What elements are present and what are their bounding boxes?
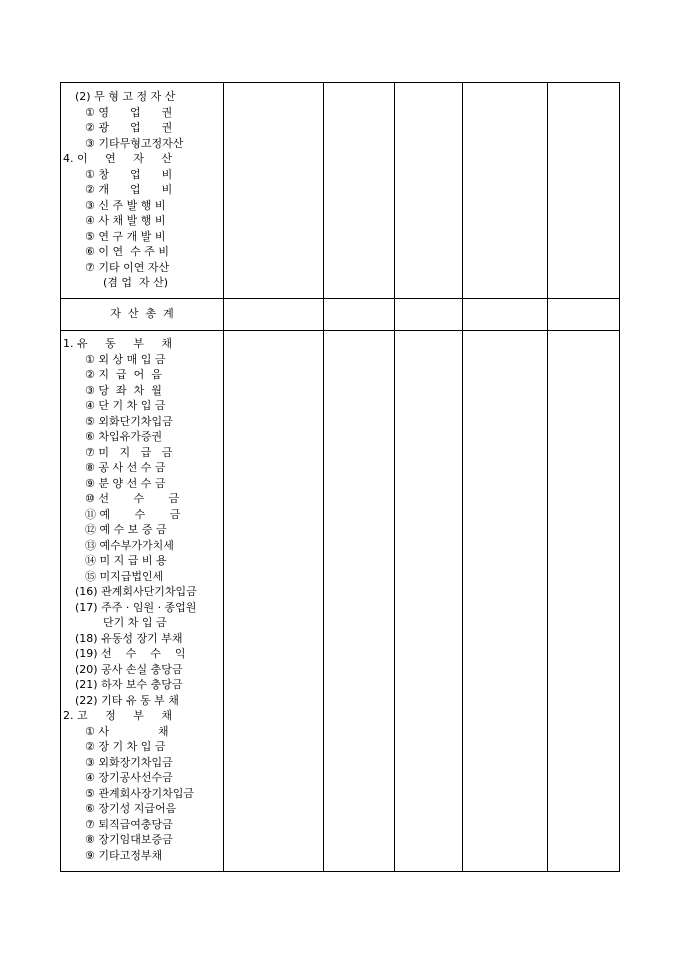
list-item: ① 영 업 권	[85, 105, 173, 119]
list-item: ⑭ 미 지 급 비 용	[85, 554, 167, 567]
liability-items-block	[61, 336, 223, 863]
list-item: ③ 당 좌 차 월	[85, 383, 162, 397]
list-item: ⑤ 외화단기차입금	[85, 414, 173, 428]
list-item: ⑦ 미 지 급 금	[85, 445, 173, 459]
balance-sheet-table	[60, 82, 620, 872]
list-item: ① 외 상 매 입 금	[85, 352, 166, 366]
column-divider	[394, 83, 395, 871]
list-item: ② 광 업 권	[85, 121, 173, 134]
current-liabilities-header: 1. 유 동 부 채	[63, 337, 172, 350]
list-item: ⑩ 선 수 금	[85, 492, 180, 505]
list-item: ⑪ 예 수 금	[85, 507, 181, 521]
list-item: (18) 유동성 장기 부채	[75, 631, 183, 645]
list-item: ⑦ 기타 이연 자산	[85, 260, 170, 274]
list-item: 단기 차 입 금	[103, 616, 167, 629]
list-item: ① 창 업 비	[85, 167, 173, 181]
list-item: ⑧ 공 사 선 수 금	[85, 461, 166, 474]
list-item: ⑮ 미지급법인세	[85, 569, 164, 583]
list-item: ④ 사 채 발 행 비	[85, 214, 166, 227]
list-item: ③ 기타무형고정자산	[85, 136, 184, 150]
list-item: ⑥ 이 연 수 주 비	[85, 245, 169, 258]
row-divider	[61, 330, 619, 331]
list-item: ② 개 업 비	[85, 183, 173, 196]
list-item: ⑥ 장기성 지급어음	[85, 802, 177, 815]
list-item: (19) 선 수 수 익	[75, 647, 186, 660]
column-divider	[323, 83, 324, 871]
list-item: ⑫ 예 수 보 증 금	[85, 523, 167, 536]
intangible-assets-header: (2) 무 형 고 정 자 산	[75, 90, 176, 103]
concurrent-business-assets-label: (겸 업 자 산)	[103, 276, 169, 289]
column-divider	[547, 83, 548, 871]
list-item: (21) 하자 보수 충당금	[75, 678, 183, 691]
list-item: ⑥ 차입유가증권	[85, 430, 163, 443]
column-divider	[223, 83, 224, 871]
asset-items-block	[61, 89, 223, 291]
fixed-liabilities-header: 2. 고 정 부 채	[63, 709, 172, 722]
list-item: ② 지 급 어 음	[85, 368, 162, 381]
list-item: ⑧ 장기임대보증금	[85, 833, 173, 846]
list-item: ⑤ 관계회사장기차입금	[85, 786, 194, 800]
list-item: ② 장 기 차 입 금	[85, 740, 166, 753]
list-item: ① 사 채	[85, 724, 169, 738]
list-item: (22) 기타 유 동 부 채	[75, 693, 179, 707]
column-divider	[462, 83, 463, 871]
list-item: ④ 단 기 차 입 금	[85, 399, 166, 412]
list-item: ⑦ 퇴직급여충당금	[85, 817, 173, 831]
total-assets-label: 자 산 총 계	[110, 307, 174, 320]
list-item: ⑨ 분 양 선 수 금	[85, 476, 166, 490]
list-item: (20) 공사 손실 충당금	[75, 662, 183, 676]
list-item: ⑤ 연 구 개 발 비	[85, 229, 166, 243]
list-item: (16) 관계회사단기차입금	[75, 585, 197, 598]
list-item: ③ 외화장기차입금	[85, 755, 173, 769]
list-item: ③ 신 주 발 행 비	[85, 198, 166, 212]
list-item: ⑬ 예수부가가치세	[85, 538, 174, 552]
list-item: (17) 주주 · 임원 · 종업원	[75, 600, 197, 614]
list-item: ④ 장기공사선수금	[85, 771, 173, 784]
list-item: ⑨ 기타고정부채	[85, 848, 163, 862]
deferred-assets-header: 4. 이 연 자 산	[63, 152, 172, 165]
